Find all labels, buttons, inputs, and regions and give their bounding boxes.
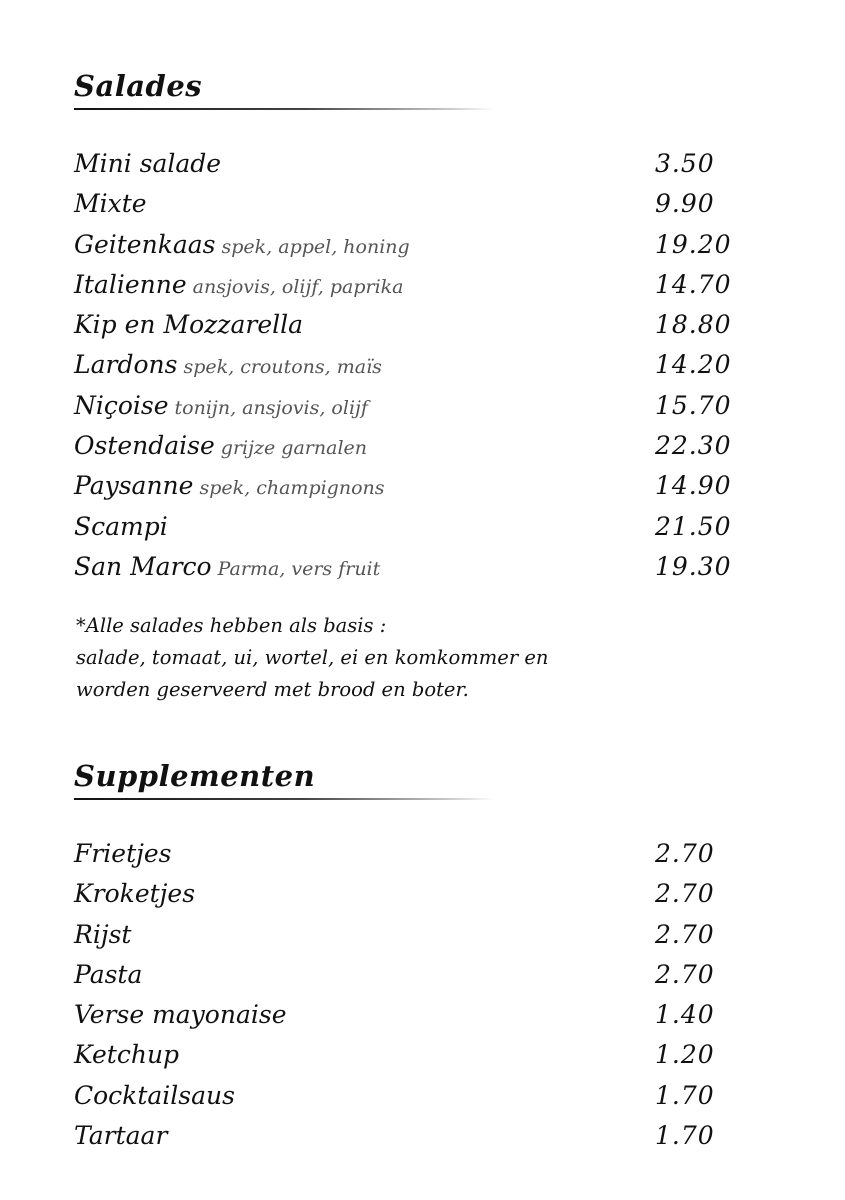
item-price: 1.40	[655, 1000, 715, 1030]
menu-item	[74, 955, 774, 995]
item-name: Rijst	[74, 919, 132, 949]
item-name: Cocktailsaus	[74, 1080, 235, 1110]
item-price: 2.70	[655, 839, 715, 868]
item-name: San Marco	[74, 551, 212, 581]
item-price: 2.70	[655, 959, 715, 989]
item-name: Ketchup	[74, 1040, 180, 1070]
section-divider	[74, 108, 494, 110]
menu-item	[74, 1116, 774, 1156]
item-price: 1.70	[655, 1121, 715, 1151]
item-price: 1.70	[655, 1080, 715, 1110]
menu-item	[74, 995, 774, 1035]
salades-section	[74, 68, 774, 587]
item-name: Kip en Mozzarella	[74, 310, 304, 340]
footnote-line: *Alle salades hebben als basis :	[76, 614, 387, 637]
item-description: spek, champignons	[199, 477, 385, 500]
menu-item	[74, 184, 774, 224]
item-price: 14.90	[655, 471, 732, 501]
section-title-salades: Salades	[74, 69, 203, 103]
item-name: Lardons	[74, 350, 178, 380]
item-price: 18.80	[655, 310, 732, 340]
item-name: Ostendaise	[74, 431, 215, 461]
item-name: Mixte	[74, 189, 147, 219]
menu-item	[74, 305, 774, 345]
menu-item	[74, 426, 774, 466]
item-name: Geitenkaas	[74, 229, 216, 259]
item-price: 21.50	[655, 511, 732, 541]
item-name: Niçoise	[74, 390, 169, 420]
menu-item	[74, 265, 774, 305]
item-name: Mini salade	[74, 149, 222, 178]
item-name: Scampi	[74, 511, 168, 541]
menu-item	[74, 507, 774, 547]
item-price: 9.90	[655, 189, 715, 219]
item-price: 19.30	[655, 551, 732, 581]
menu-item	[74, 144, 774, 184]
menu-item	[74, 345, 774, 385]
item-description: grijze garnalen	[220, 437, 367, 460]
item-name: Pasta	[74, 959, 143, 989]
item-price: 15.70	[655, 390, 732, 420]
item-name: Paysanne	[74, 471, 194, 501]
item-price: 3.50	[655, 149, 715, 178]
salades-list	[74, 144, 774, 587]
supplementen-list	[74, 834, 774, 1156]
item-description: spek, appel, honing	[221, 235, 410, 258]
item-price: 1.20	[655, 1040, 715, 1070]
item-price: 14.20	[655, 350, 732, 380]
item-description: Parma, vers fruit	[217, 557, 381, 580]
menu-item	[74, 547, 774, 587]
item-name: Frietjes	[74, 839, 172, 868]
menu-item	[74, 915, 774, 955]
item-name: Italienne	[74, 269, 187, 299]
item-price: 19.20	[655, 229, 732, 259]
salades-footnote	[76, 610, 696, 706]
item-price: 22.30	[655, 431, 732, 461]
item-name: Verse mayonaise	[74, 1000, 287, 1030]
footnote-line: worden geserveerd met brood en boter.	[76, 678, 469, 701]
menu-item	[74, 466, 774, 506]
menu-item	[74, 874, 774, 914]
menu-item	[74, 225, 774, 265]
item-description: ansjovis, olijf, paprika	[192, 275, 404, 298]
menu-item	[74, 1076, 774, 1116]
supplementen-section	[74, 758, 774, 1156]
item-price: 2.70	[655, 919, 715, 949]
item-name: Kroketjes	[74, 879, 196, 909]
item-description: tonijn, ansjovis, olijf	[174, 396, 368, 419]
item-description: spek, croutons, maïs	[183, 356, 382, 379]
section-title-supplementen: Supplementen	[74, 759, 316, 793]
footnote-line: salade, tomaat, ui, wortel, ei en komkommer en	[76, 646, 549, 669]
section-divider	[74, 798, 494, 800]
item-price: 14.70	[655, 269, 732, 299]
menu-item	[74, 1035, 774, 1075]
menu-item	[74, 834, 774, 874]
menu-item	[74, 386, 774, 426]
item-name: Tartaar	[74, 1121, 168, 1151]
item-price: 2.70	[655, 879, 715, 909]
